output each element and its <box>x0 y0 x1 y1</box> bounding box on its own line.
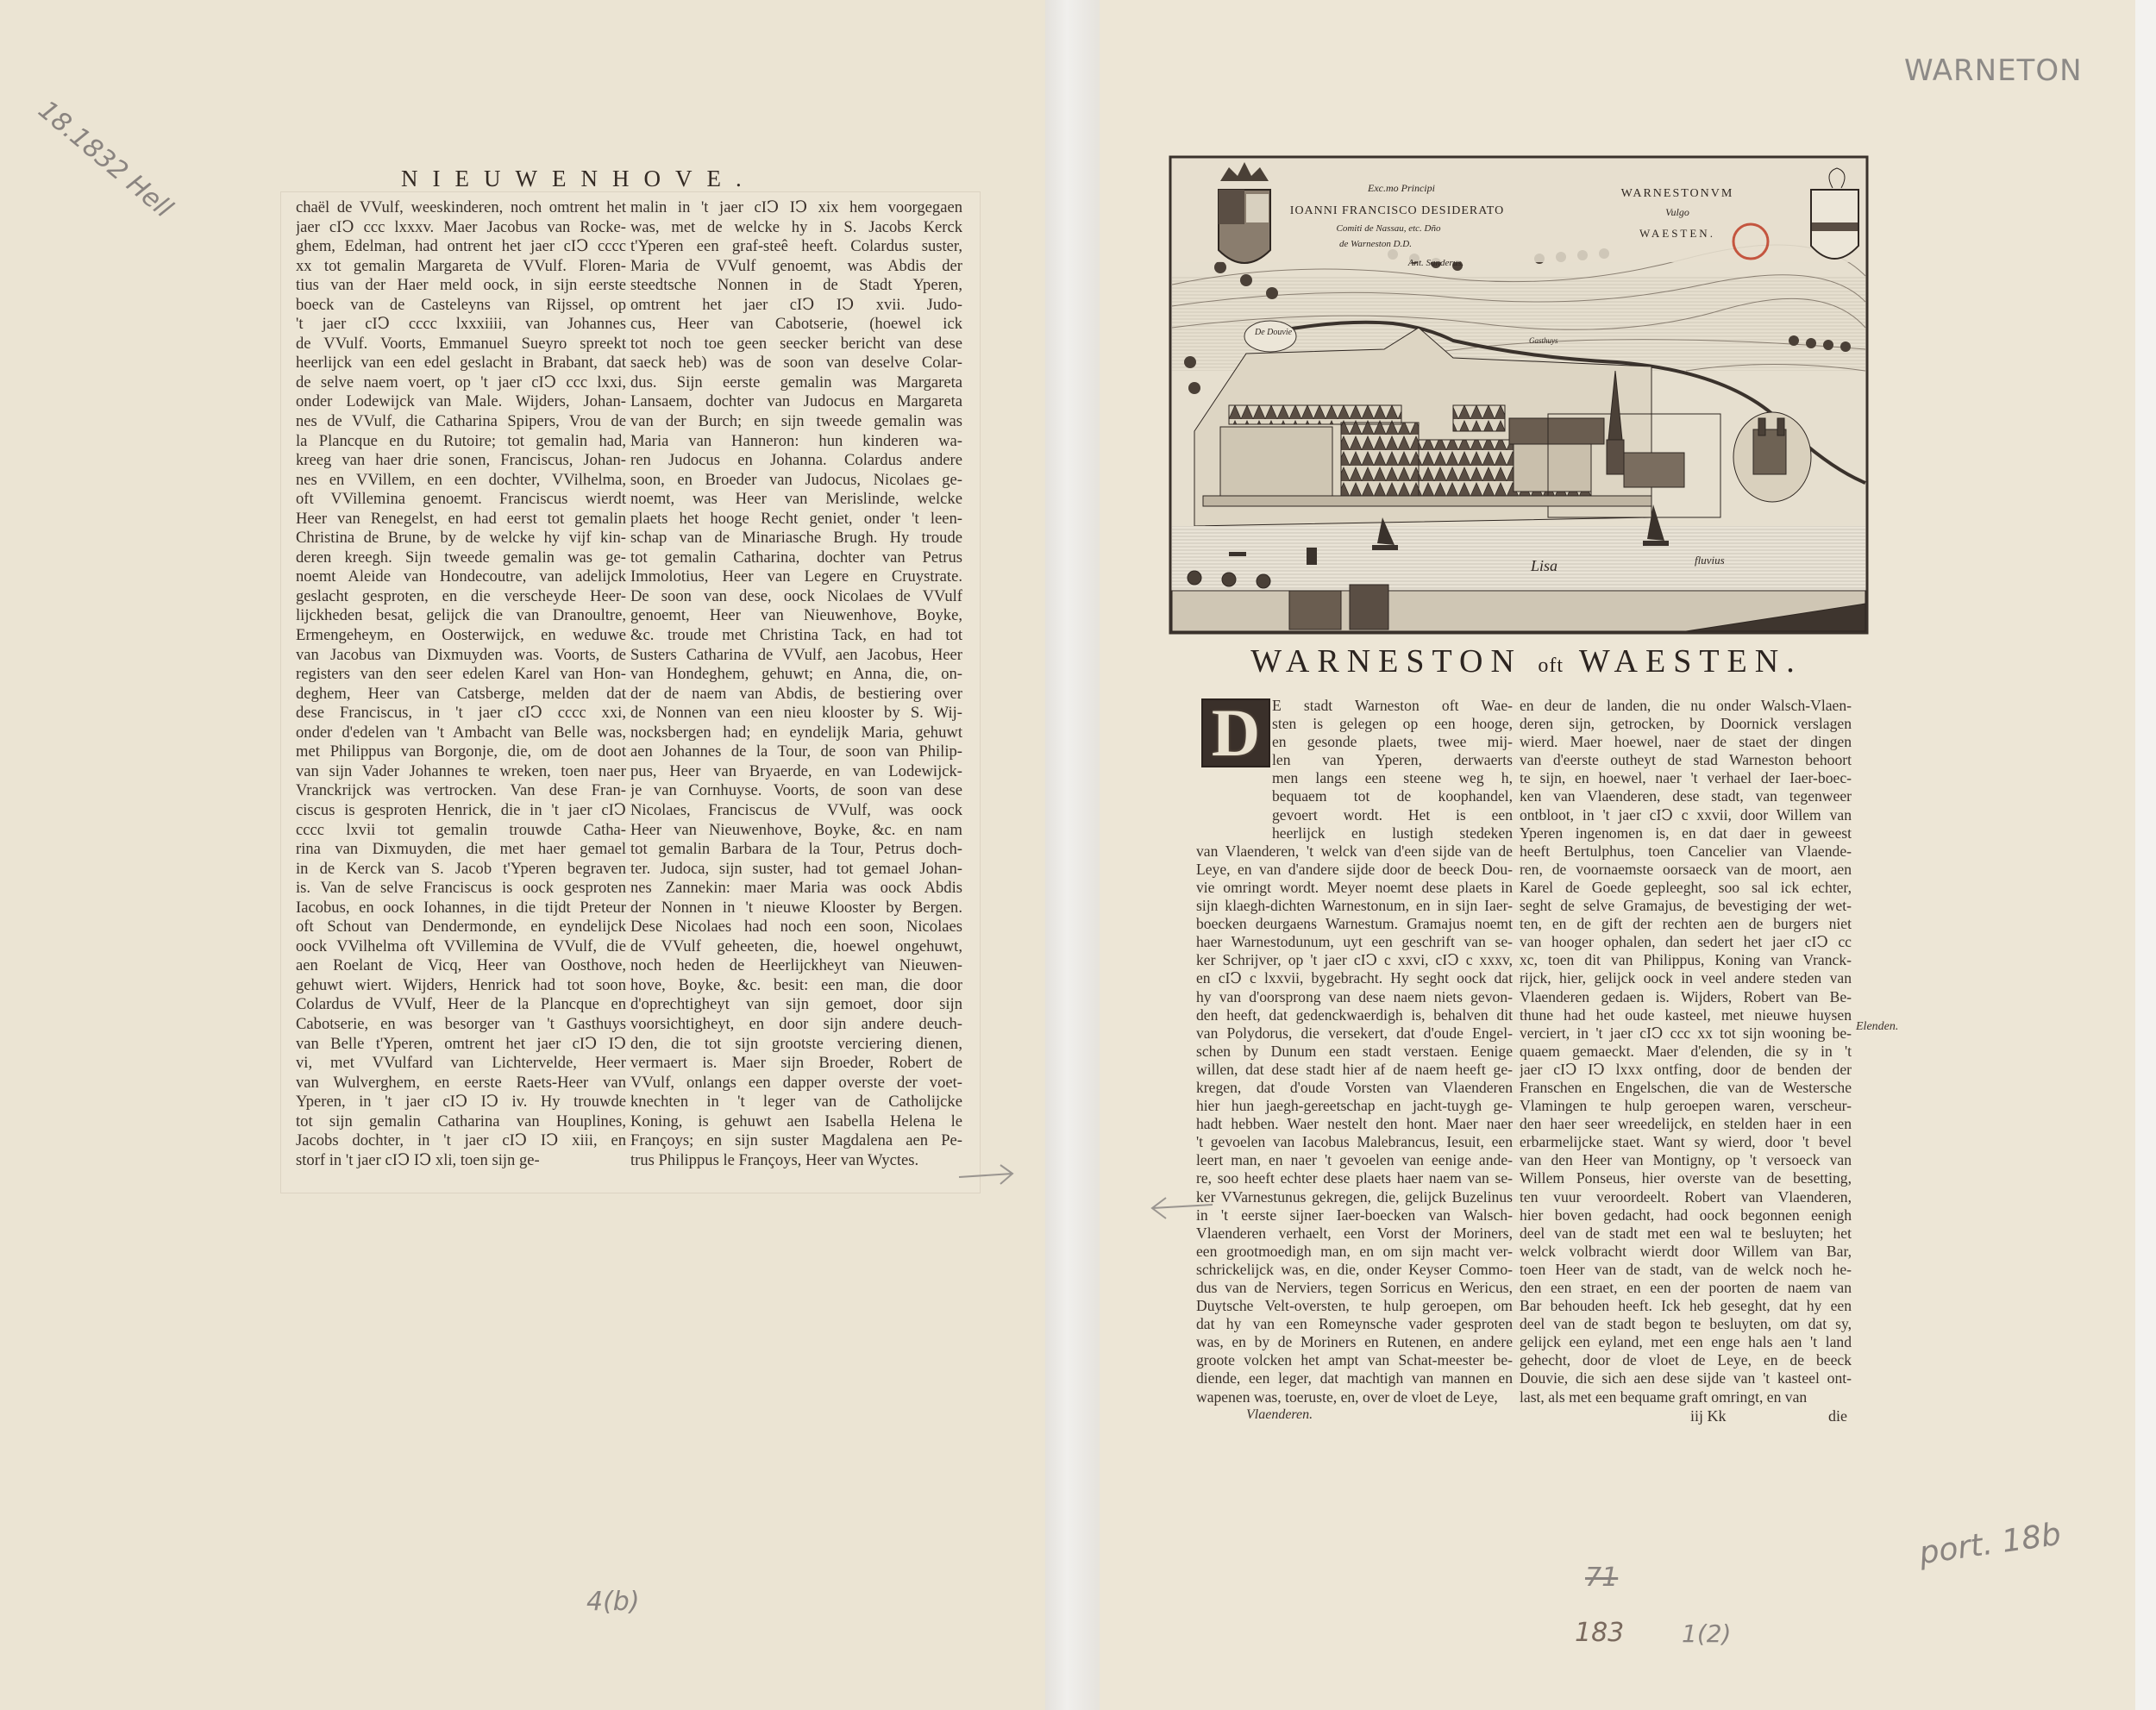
coat-of-arms-left <box>1219 162 1270 263</box>
text-line: haer Warnestodunum, uyt een geschrift van se- <box>1196 933 1513 951</box>
text-line: hier hun jaegh-gereetschap en jacht-tuygh ge- <box>1196 1097 1513 1115</box>
text-line: noemt Aleide van Hondecoutre, van adelijck <box>296 567 626 586</box>
text-line: Bar behouden heeft. Ick heb geseght, dat hy een <box>1520 1297 1852 1315</box>
text-line: genoemt, Heer van Nieuwenhove, Boyke, <box>630 606 962 625</box>
text-line: Ermengeheym, en Oosterwijck, en weduwe <box>296 626 626 645</box>
text-line: noemt, was Heer van Merislinde, welcke <box>630 490 962 509</box>
text-line: de VVulf. Voorts, Emmanuel Sueyro spreekt <box>296 334 626 353</box>
text-line: &c. troude met Christina Tack, en had tot <box>630 626 962 645</box>
text-line: boeck van de Casteleyns van Rijssel, op <box>296 295 626 314</box>
text-line: Maria van Hanneron: hun kinderen wa- <box>630 431 962 450</box>
text-line: een grootmoedigh man, en om sijn macht ver- <box>1196 1242 1513 1260</box>
text-line: d'oprechtigheyt van sijn gemoet, door sijn <box>630 995 962 1014</box>
text-line: steedtsche Nonnen in de Stadt Yperen, <box>630 276 962 295</box>
text-line: oft Schout van Dendermonde, en eyndelijck <box>296 918 626 936</box>
text-line: willen, dat dese stadt hier af de naem heeft ge- <box>1196 1060 1513 1078</box>
text-line: men langs een steene weg h, <box>1272 769 1513 787</box>
text-line: der de naem van Abdis, de bestiering over <box>630 684 962 703</box>
text-line: thune had het oude kasteel, met nieuwe huysen <box>1520 1005 1852 1024</box>
text-line: ren, de voornaemste oorsaeck van de moort, aen <box>1520 860 1852 878</box>
text-line: leert man, en naer 't gevoelen van eenige ande- <box>1196 1151 1513 1169</box>
text-line: ter. Judoca, sijn suster, had tot gemael Johan- <box>630 859 962 878</box>
text-line: deel van de stadt met een wal te besluyten; het <box>1520 1224 1852 1242</box>
text-line: trus Philippus le Françoys, Heer van Wyctes. <box>630 1150 919 1169</box>
text-line: aen Johannes de la Tour, de soon van Philip- <box>630 742 962 761</box>
text-line: van Hondeghem, gehuwt; en Anna, die, on- <box>630 665 962 684</box>
text-line: groote volcken het ampt van Schat-meester be- <box>1196 1351 1513 1369</box>
text-line: te sijn, en hoewel, naer 't verhael der Iaer-boec- <box>1520 769 1852 787</box>
text-line: Duytsche Velt-oversten, te hulp geroepen, om <box>1196 1297 1513 1315</box>
text-line: deren kreegh. Sijn tweede gemalin was ge- <box>296 548 626 567</box>
text-line: de VVulf geheeten, die, hoewel ongehuwt, <box>630 936 962 955</box>
text-line: bequaem tot de koophandel, <box>1272 787 1513 805</box>
text-line: aen Roelant de Vicq, Heer van Oosthove, <box>296 956 626 975</box>
text-line: en cIↃ c lxxvii, bygebracht. Hy seght oock dat <box>1196 969 1513 987</box>
text-line: in 't eerste sijner Iaer-boecken van Walsch- <box>1196 1206 1513 1224</box>
text-line: Douvie, die sich aen dese sijde van 't kasteel ont- <box>1520 1369 1852 1387</box>
text-line: den, die tot sijn grootste verciering dienen, <box>630 1034 962 1053</box>
text-line: de selve naem voert, op 't jaer cIↃ ccc lxxi, <box>296 373 626 391</box>
text-line: xx tot gemalin Margareta de VVulf. Floren- <box>296 256 626 275</box>
text-line: tot noch toe geen seecker bericht van dese <box>630 334 962 353</box>
text-line: Vlaenderen verhaelt, een Vorst der Moriners, <box>1196 1224 1513 1242</box>
text-line: de Nonnen van een nieu klooster by S. Wij- <box>630 704 962 723</box>
text-line: van Vlaenderen, 't welck van d'een sijde van de <box>1196 842 1513 860</box>
text-line: lijckheden besat, gelijck die van Dranoultre, <box>296 606 626 625</box>
text-line: storf in 't jaer cIↃ IↃ xli, toen sijn ge- <box>296 1150 540 1169</box>
text-line: Jacobs dochter, in 't jaer cIↃ IↃ xiii, en <box>296 1131 626 1150</box>
text-line: van d'eerste outheyt de stad Warneston behoort <box>1520 751 1852 769</box>
text-line: ten, en de gift der rechten aen de burgers niet <box>1520 915 1852 933</box>
text-line: Colardus de VVulf, Heer de la Plancque en <box>296 995 626 1014</box>
text-line: en gesonde plaets, twee mij- <box>1272 733 1513 751</box>
text-line: kreeg van haer drie sonen, Franciscus, Johan- <box>296 451 626 470</box>
text-line: last, als met een bequame graft omringt, en van <box>1520 1387 1808 1406</box>
text-line: Karel de Goede gepleeght, soo sal ick echter, <box>1520 878 1852 896</box>
title-warneston: WARNESTON <box>1250 643 1522 680</box>
text-line: 't jaer cIↃ cccc lxxxiiii, van Johannes <box>296 315 626 334</box>
text-line: tius van der Haer meld oock, in sijn eerste <box>296 276 626 295</box>
text-line: soon, en Broeder van Judocus, Nicolaes ge- <box>630 470 962 489</box>
handwritten-place-name: WARNETON <box>1904 53 2083 88</box>
text-line: welck volbracht wierdt door Willem van Bar, <box>1520 1242 1852 1260</box>
text-line: seght de selve Gramajus, de bevestiging der wet- <box>1520 897 1852 915</box>
text-line: tot gemalin Barbara de la Tour, Petrus doch- <box>630 840 962 859</box>
text-line: deren sijn, getrocken, by Doornick verslagen <box>1520 715 1852 733</box>
text-line: vie omringt wordt. Meyer noemt dese plaets in <box>1196 878 1513 896</box>
text-line: Heer van Nieuwenhove, Boyke, &c. en nam <box>630 820 962 839</box>
text-line: den een straet, en een der poorten de naem van <box>1520 1279 1852 1296</box>
text-line: gevoert wordt. Het is een <box>1272 805 1513 824</box>
title-oft: oft <box>1538 655 1564 677</box>
text-line: geslacht gesproten, en die verscheyde Heer- <box>296 586 626 605</box>
text-line: cccc lxvii tot gemalin trouwde Catha- <box>296 820 626 839</box>
map-title-line: WARNESTONVM <box>1620 187 1734 200</box>
text-line: Maria de VVulf genoemt, was Abdis der <box>630 256 962 275</box>
handwritten-left-bottom: 4(b) <box>586 1587 640 1617</box>
text-line: hier boven gedacht, had oock begonnen eenigh <box>1520 1206 1852 1224</box>
text-line: sijn klaegh-dichten Warnestonum, en in sijn Iaer- <box>1196 897 1513 915</box>
text-line: onder Lodewijck van Male. Wijders, Johan- <box>296 392 626 411</box>
dedication-line: Comiti de Nassau, etc. Dño <box>1336 223 1441 234</box>
text-line: van hooger ophalen, dan sedert het jaer cIↃ cc <box>1520 933 1852 951</box>
text-line: hadt hebben. Waer nestelt den hont. Maer naer <box>1196 1115 1513 1133</box>
text-line: dat hy van een Romeynsche vader gesproten <box>1196 1315 1513 1333</box>
text-line: Leye, en van d'andere sijde door de beeck Dou- <box>1196 860 1513 878</box>
dedication-line: IOANNI FRANCISCO DESIDERATO <box>1289 204 1505 217</box>
text-line: quaem gemaeckt. Maer d'elenden, die sy in 't <box>1520 1042 1852 1060</box>
text-line: in de Kerck van S. Jacob t'Yperen begraven <box>296 859 626 878</box>
text-line: heeft Bertulphus, toen Cancelier van Vlaende- <box>1520 842 1852 860</box>
text-line: oock VVilhelma oft VVillemina de VVulf, die <box>296 936 626 955</box>
map-label-river-lisa: Lisa <box>1531 557 1558 574</box>
text-line: ghem, Edelman, had ontrent het jaer cIↃ cccc <box>296 237 626 256</box>
text-line: VVulf, onlangs een dapper overste der voet- <box>630 1073 962 1092</box>
text-line: jaer cIↃ IↃ lxxx ontfing, door de benden der <box>1520 1060 1852 1078</box>
text-line: heerlijck van een edel geslacht in Brabant, dat <box>296 354 626 373</box>
chapter-title <box>1225 642 1828 680</box>
text-line: tot gemalin Catharina, dochter van Petrus <box>630 548 962 567</box>
text-line: van Wulverghem, en eerste Raets-Heer van <box>296 1073 626 1092</box>
text-line: Koning, is gehuwt aen Isabella Helena le <box>630 1112 962 1131</box>
text-line: van der Burch; en sijn tweede gemalin was <box>630 412 962 431</box>
dedication-line: Ant. Sanderus. <box>1407 258 1464 268</box>
text-line: wapenen was, toeruste, en, over de vloet de Leye, <box>1196 1387 1498 1406</box>
handwritten-inventory-note: 18.1832 Hell <box>32 95 179 224</box>
catchword-right: die <box>1828 1407 1847 1425</box>
text-line: chaël de VVulf, weeskinderen, noch omtrent het <box>296 198 626 216</box>
text-line: ten vuur veroordeelt. Robert van Vlaenderen, <box>1520 1187 1852 1206</box>
text-column-left-1 <box>296 198 626 1170</box>
dedication-line: Exc.mo Principi <box>1368 182 1435 194</box>
text-line: jaer cIↃ ccc lxxxv. Maer Jacobus van Rocke- <box>296 217 626 236</box>
page-gutter <box>1045 0 1100 1710</box>
text-line: knechten in 't leger van de Catholijcke <box>630 1093 962 1112</box>
text-line: Dese Nicolaes had noch een soon, Nicolaes <box>630 918 962 936</box>
text-line: ker VVarnestunus gekregen, die, gelijck Buzelinus <box>1196 1187 1513 1206</box>
text-line: oft VVillemina genoemt. Franciscus wierdt <box>296 490 626 509</box>
text-line: was, en by de Moriners en Rutenen, en andere <box>1196 1333 1513 1351</box>
text-line: dese Franciscus, in 't jaer cIↃ cccc xxi, <box>296 704 626 723</box>
text-line: Françoys; en sijn suster Magdalena aen Pe- <box>630 1131 962 1150</box>
text-line: van sijn Vader Johannes te wreken, toen naer <box>296 761 626 780</box>
text-line: la Plancque en du Rutoire; tot gemalin had, <box>296 431 626 450</box>
handwritten-struck-number: 71 <box>1585 1563 1619 1593</box>
text-line: den haer seer wreedelijck, en stelden haer in een <box>1520 1115 1852 1133</box>
text-line: verciert, in 't jaer cIↃ ccc xx tot sijn wooning be- <box>1520 1024 1852 1042</box>
text-line: van Jacobus van Dixmuyden was. Voorts, de <box>296 645 626 664</box>
text-line: ken van Vlaenderen, dese stadt, van tegenweer <box>1520 787 1852 805</box>
text-line: tot sijn gemalin Catharina van Houplines, <box>296 1112 626 1131</box>
text-line: diende, een leger, dat machtigh van mannen en <box>1196 1369 1513 1387</box>
running-title: NIEUWENHOVE. <box>401 166 756 191</box>
handwritten-port-note: port. 18b <box>1916 1516 2064 1572</box>
text-line: je van Cornhuyse. Voorts, de soon van dese <box>630 781 962 800</box>
text-line: nocksbergen had; en eyndelijk Maria, gehuwt <box>630 723 962 742</box>
text-line: dus van de Nerviers, tegen Sorricus en Wericus, <box>1196 1279 1513 1296</box>
text-line: Lansaem, dochter van Judocus en Margareta <box>630 392 962 411</box>
text-line: xc, toen dit van Philippus, Koning van Vranck- <box>1520 951 1852 969</box>
map-label-hospital: Gasthuys <box>1529 336 1558 345</box>
text-line: van den Heer van Montigny, op 't versoeck van <box>1520 1151 1852 1169</box>
text-line: Christina de Brune, by de welcke hy vijf kin- <box>296 529 626 548</box>
sheet-edge <box>2135 0 2156 1710</box>
text-line: gehuwt wiert. Wijders, Henrick had tot soon <box>296 975 626 994</box>
text-line: gehecht, door de vloet de Leye, en de beeck <box>1520 1351 1852 1369</box>
text-line: Iacobus, en oock Iohannes, in die tijdt Preteur <box>296 898 626 917</box>
text-line: nes Zannekin: maer Maria was oock Abdis <box>630 879 962 898</box>
dedication-line: de Warneston D.D. <box>1339 239 1412 249</box>
text-line: met Philippus van Borgonje, die, om de doot <box>296 742 626 761</box>
text-line: Franschen en Engelschen, die van de Westersche <box>1520 1078 1852 1096</box>
catchword-left: Vlaenderen. <box>1246 1407 1313 1422</box>
text-line: Immolotius, Heer van Legere en Cruystrate. <box>630 567 962 586</box>
text-line: heerlijck en lustigh stedeken <box>1272 824 1513 842</box>
text-line: gelijck een eyland, met een enge hals aen 't land <box>1520 1333 1852 1351</box>
text-line: ker Schrijver, op 't jaer cIↃ c xxvi, cIↃ c xxxv, <box>1196 951 1513 969</box>
text-line: E stadt Warneston oft Wae- <box>1272 697 1513 714</box>
text-line: schen by Dunum een stadt verstaen. Eenige <box>1196 1042 1513 1060</box>
text-line: ciscus is gesproten Henrick, die in 't jaer cIↃ <box>296 800 626 819</box>
text-line: Cabotserie, en was besorger van 't Gasthuys <box>296 1014 626 1033</box>
text-line: schap van de Minariasche Brugh. Hy troude <box>630 529 962 548</box>
text-line: Heer van Renegelst, en had eerst tot gemalin <box>296 509 626 528</box>
text-line: t'Yperen een graf-steê heeft. Colardus suster, <box>630 237 962 256</box>
text-column-right-2 <box>1520 697 1852 1406</box>
text-line: boecken deurgaens Warnestum. Gramajus noemt <box>1196 915 1513 933</box>
text-line: noch heden de Heerlijckheyt van Nieuwen- <box>630 956 962 975</box>
text-line: Vranckrijck was vertrocken. Van dese Fran- <box>296 781 626 800</box>
text-line: plaets het hooge Recht geniet, onder 't leen- <box>630 509 962 528</box>
text-line: saeck heb) was de soon van deselve Colar- <box>630 354 962 373</box>
text-line: der Nonnen in 't nieuwe Klooster by Bergen. <box>630 898 962 917</box>
map-label-fluvius: fluvius <box>1695 554 1725 567</box>
text-line: ren Judocus en Johanna. Colardus andere <box>630 451 962 470</box>
text-line: omtrent het jaer cIↃ IↃ xvii. Judo- <box>630 295 962 314</box>
handwritten-number: 183 <box>1575 1618 1625 1648</box>
text-line: schrickelijck was, en die, onder Keyser Commo- <box>1196 1260 1513 1278</box>
arrow-right-icon <box>957 1160 1018 1191</box>
text-line: den heeft, dat gedenckwaerdigh is, behalven dit <box>1196 1005 1513 1024</box>
text-column-right-1 <box>1196 697 1513 1406</box>
text-line: ontbloot, in 't jaer cIↃ c xxvii, door Willem van <box>1520 805 1852 824</box>
text-line: Yperen, in 't jaer cIↃ IↃ iv. Hy trouwde <box>296 1093 626 1112</box>
text-line: len van Yperen, derwaerts <box>1272 751 1513 769</box>
text-line: sten is gelegen op een hooge, <box>1272 715 1513 733</box>
text-line: dus. Sijn eerste gemalin was Margareta <box>630 373 962 391</box>
text-line: hove, Boyke, &c. besit: een man, die door <box>630 975 962 994</box>
map-label-pond: De Douvie <box>1255 328 1293 337</box>
text-line: De soon van dese, oock Nicolaes de VVulf <box>630 586 962 605</box>
text-line: Yperen ingenomen is, en dat daer in geweest <box>1520 824 1852 842</box>
text-line: is. Van de selve Franciscus is oock gesproten <box>296 879 626 898</box>
text-line: deghem, Heer van Catsberge, melden dat <box>296 684 626 703</box>
text-line: registers van den seer edelen Karel van Hon- <box>296 665 626 684</box>
marginal-note: Elenden. <box>1856 1020 1899 1033</box>
drop-cap-letter: D <box>1211 695 1261 770</box>
text-line: deel van de stadt begon te besluyten, om dat sy, <box>1520 1315 1852 1333</box>
text-line: cus, Heer van Cabotserie, (hoewel ick <box>630 315 962 334</box>
text-line: vi, met VVulfard van Lichtervelde, Heer <box>296 1054 626 1073</box>
text-line: voorsichtigheyt, en door sijn andere deuch- <box>630 1014 962 1033</box>
text-line: Susters Catharina de VVulf, aen Jacobus, Heer <box>630 645 962 664</box>
text-line: 't gevoelen van Iacobus Malebrancus, Iesuit, een <box>1196 1133 1513 1151</box>
text-line: kregen, dat d'oude Vorsten van Vlaenderen <box>1196 1078 1513 1096</box>
text-column-left-2 <box>630 198 962 1170</box>
text-line: Nicolaes, Franciscus de VVulf, was oock <box>630 800 962 819</box>
text-line: onder d'edelen van 't Ambacht van Belle was, <box>296 723 626 742</box>
text-line: van Belle t'Yperen, omtrent het jaer cIↃ IↃ <box>296 1034 626 1053</box>
text-line: nes en VVillem, en een dochter, VVilhelma, <box>296 470 626 489</box>
text-line: Willem Ponseus, hier overste van de besetting, <box>1520 1169 1852 1187</box>
text-line: en deur de landen, die nu onder Walsch-Vlaen- <box>1520 697 1852 714</box>
handwritten-part: 1(2) <box>1682 1619 1732 1648</box>
castle-island <box>1733 412 1811 502</box>
text-line: rijck, hier, gelijck oock in veel andere steden van <box>1520 969 1852 987</box>
text-line: wierd. Maer hoewel, naer de staet der dingen <box>1520 733 1852 751</box>
map-title-line: Vulgo <box>1665 206 1689 218</box>
text-line: pus, Heer van Bryaerde, en van Lodewijck- <box>630 761 962 780</box>
map-title-line: WAESTEN. <box>1639 227 1715 240</box>
text-line: erbarmelijcke staet. Want sy wierd, door 't bevel <box>1520 1133 1852 1151</box>
text-line: re, soo heeft echter dese plaets haer naem van se- <box>1196 1169 1513 1187</box>
text-line: toen Heer van de stadt, van de welck noch he- <box>1520 1260 1852 1278</box>
text-line: van Polydorus, die versekert, dat d'oude Engel- <box>1196 1024 1513 1042</box>
text-line: was, met de welcke hy in S. Jacobs Kerck <box>630 217 962 236</box>
text-line: hy van d'oorsprong van dese naem niets gevon- <box>1196 987 1513 1005</box>
text-line: malin in 't jaer cIↃ IↃ xix hem voorgegaen <box>630 198 962 216</box>
text-line: rina van Dixmuyden, die met haer gemael <box>296 840 626 859</box>
text-line: Vlaenderen gedaen is. Wijders, Robert van Be- <box>1520 987 1852 1005</box>
text-line: nes de VVulf, die Catharina Spipers, Vrou de <box>296 412 626 431</box>
title-waesten: WAESTEN. <box>1578 643 1802 680</box>
text-line: Vlamingen te hulp geroepen waren, verscheur- <box>1520 1097 1852 1115</box>
signature-mark: iij Kk <box>1690 1407 1727 1425</box>
text-line: vermaert is. Maer sijn Broeder, Robert de <box>630 1054 962 1073</box>
engraved-town-view <box>1169 155 1869 635</box>
